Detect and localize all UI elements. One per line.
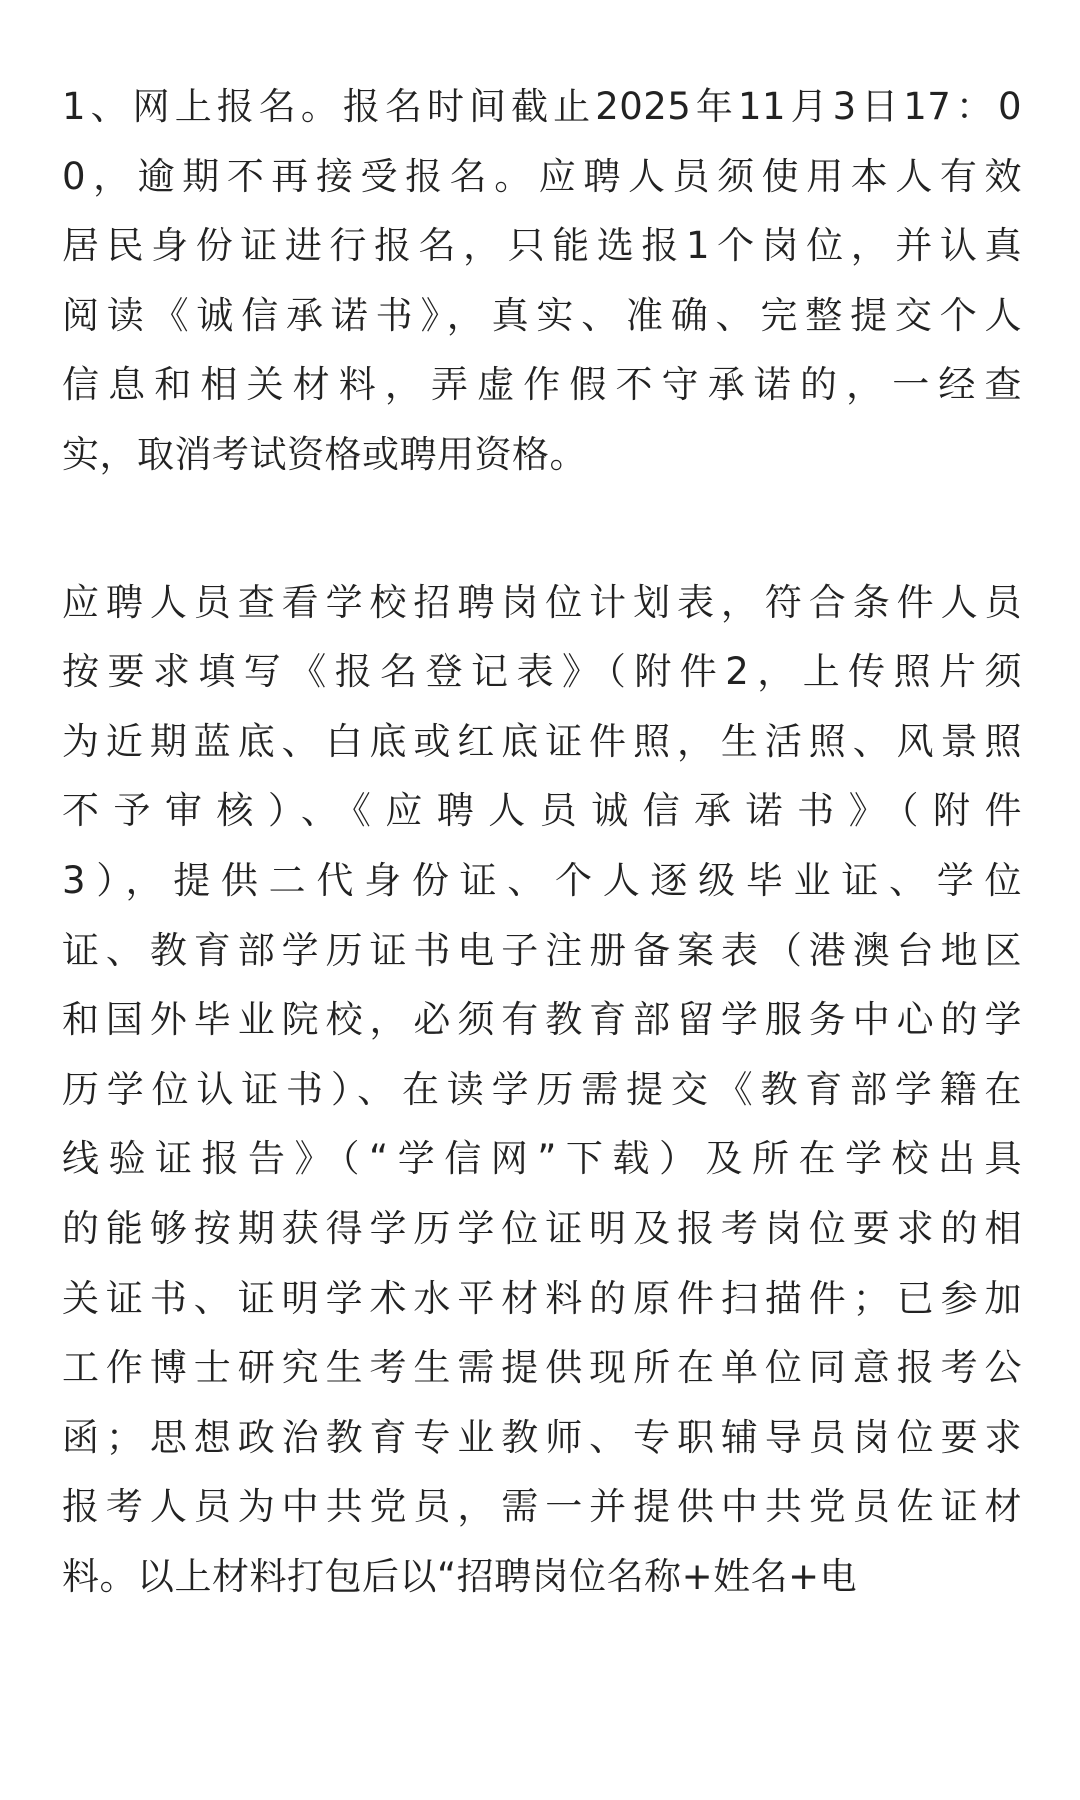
text-line: 阅读《诚信承诺书》，真实、准确、完整提交个人 [62,293,1022,337]
text-line: 按要求填写《报名登记表》（附件2，上传照片须 [62,650,1022,694]
text-line: 报考人员为中共党员，需一并提供中共党员佐证材 [62,1485,1022,1529]
paragraph-gap [62,490,1022,568]
text-line: 3），提供二代身份证、个人逐级毕业证、学位 [62,858,1022,902]
text-line: 历学位认证书）、在读学历需提交《教育部学籍在 [62,1067,1022,1111]
text-line: 工作博士研究生考生需提供现所在单位同意报考公 [62,1346,1022,1390]
text-line: 证、教育部学历证书电子注册备案表（港澳台地区 [62,928,1022,972]
text-line: 的能够按期获得学历学位证明及报考岗位要求的相 [62,1206,1022,1250]
paragraph-materials-requirements [62,568,1022,1612]
paragraph-registration-notice [62,72,1022,490]
text-line: 0，逾期不再接受报名。应聘人员须使用本人有效 [62,154,1022,198]
text-line: 为近期蓝底、白底或红底证件照，生活照、风景照 [62,719,1022,763]
text-line: 居民身份证进行报名，只能选报1个岗位，并认真 [62,224,1022,268]
text-line: 信息和相关材料，弄虚作假不守承诺的，一经查 [62,363,1022,407]
text-line: 和国外毕业院校，必须有教育部留学服务中心的学 [62,998,1022,1042]
text-line: 不予审核）、《应聘人员诚信承诺书》（附件 [62,789,1022,833]
text-line: 实，取消考试资格或聘用资格。 [62,432,587,476]
text-line: 函；思想政治教育专业教师、专职辅导员岗位要求 [62,1415,1022,1459]
text-line: 料。以上材料打包后以“招聘岗位名称+姓名+电 [62,1554,858,1598]
text-line: 线验证报告》（“学信网”下载）及所在学校出具 [62,1137,1022,1181]
text-line: 关证书、证明学术水平材料的原件扫描件；已参加 [62,1276,1022,1320]
text-line: 1、网上报名。报名时间截止2025年11月3日17：0 [62,85,1022,128]
text-line: 应聘人员查看学校招聘岗位计划表，符合条件人员 [62,580,1022,624]
article-body [62,72,1022,1611]
